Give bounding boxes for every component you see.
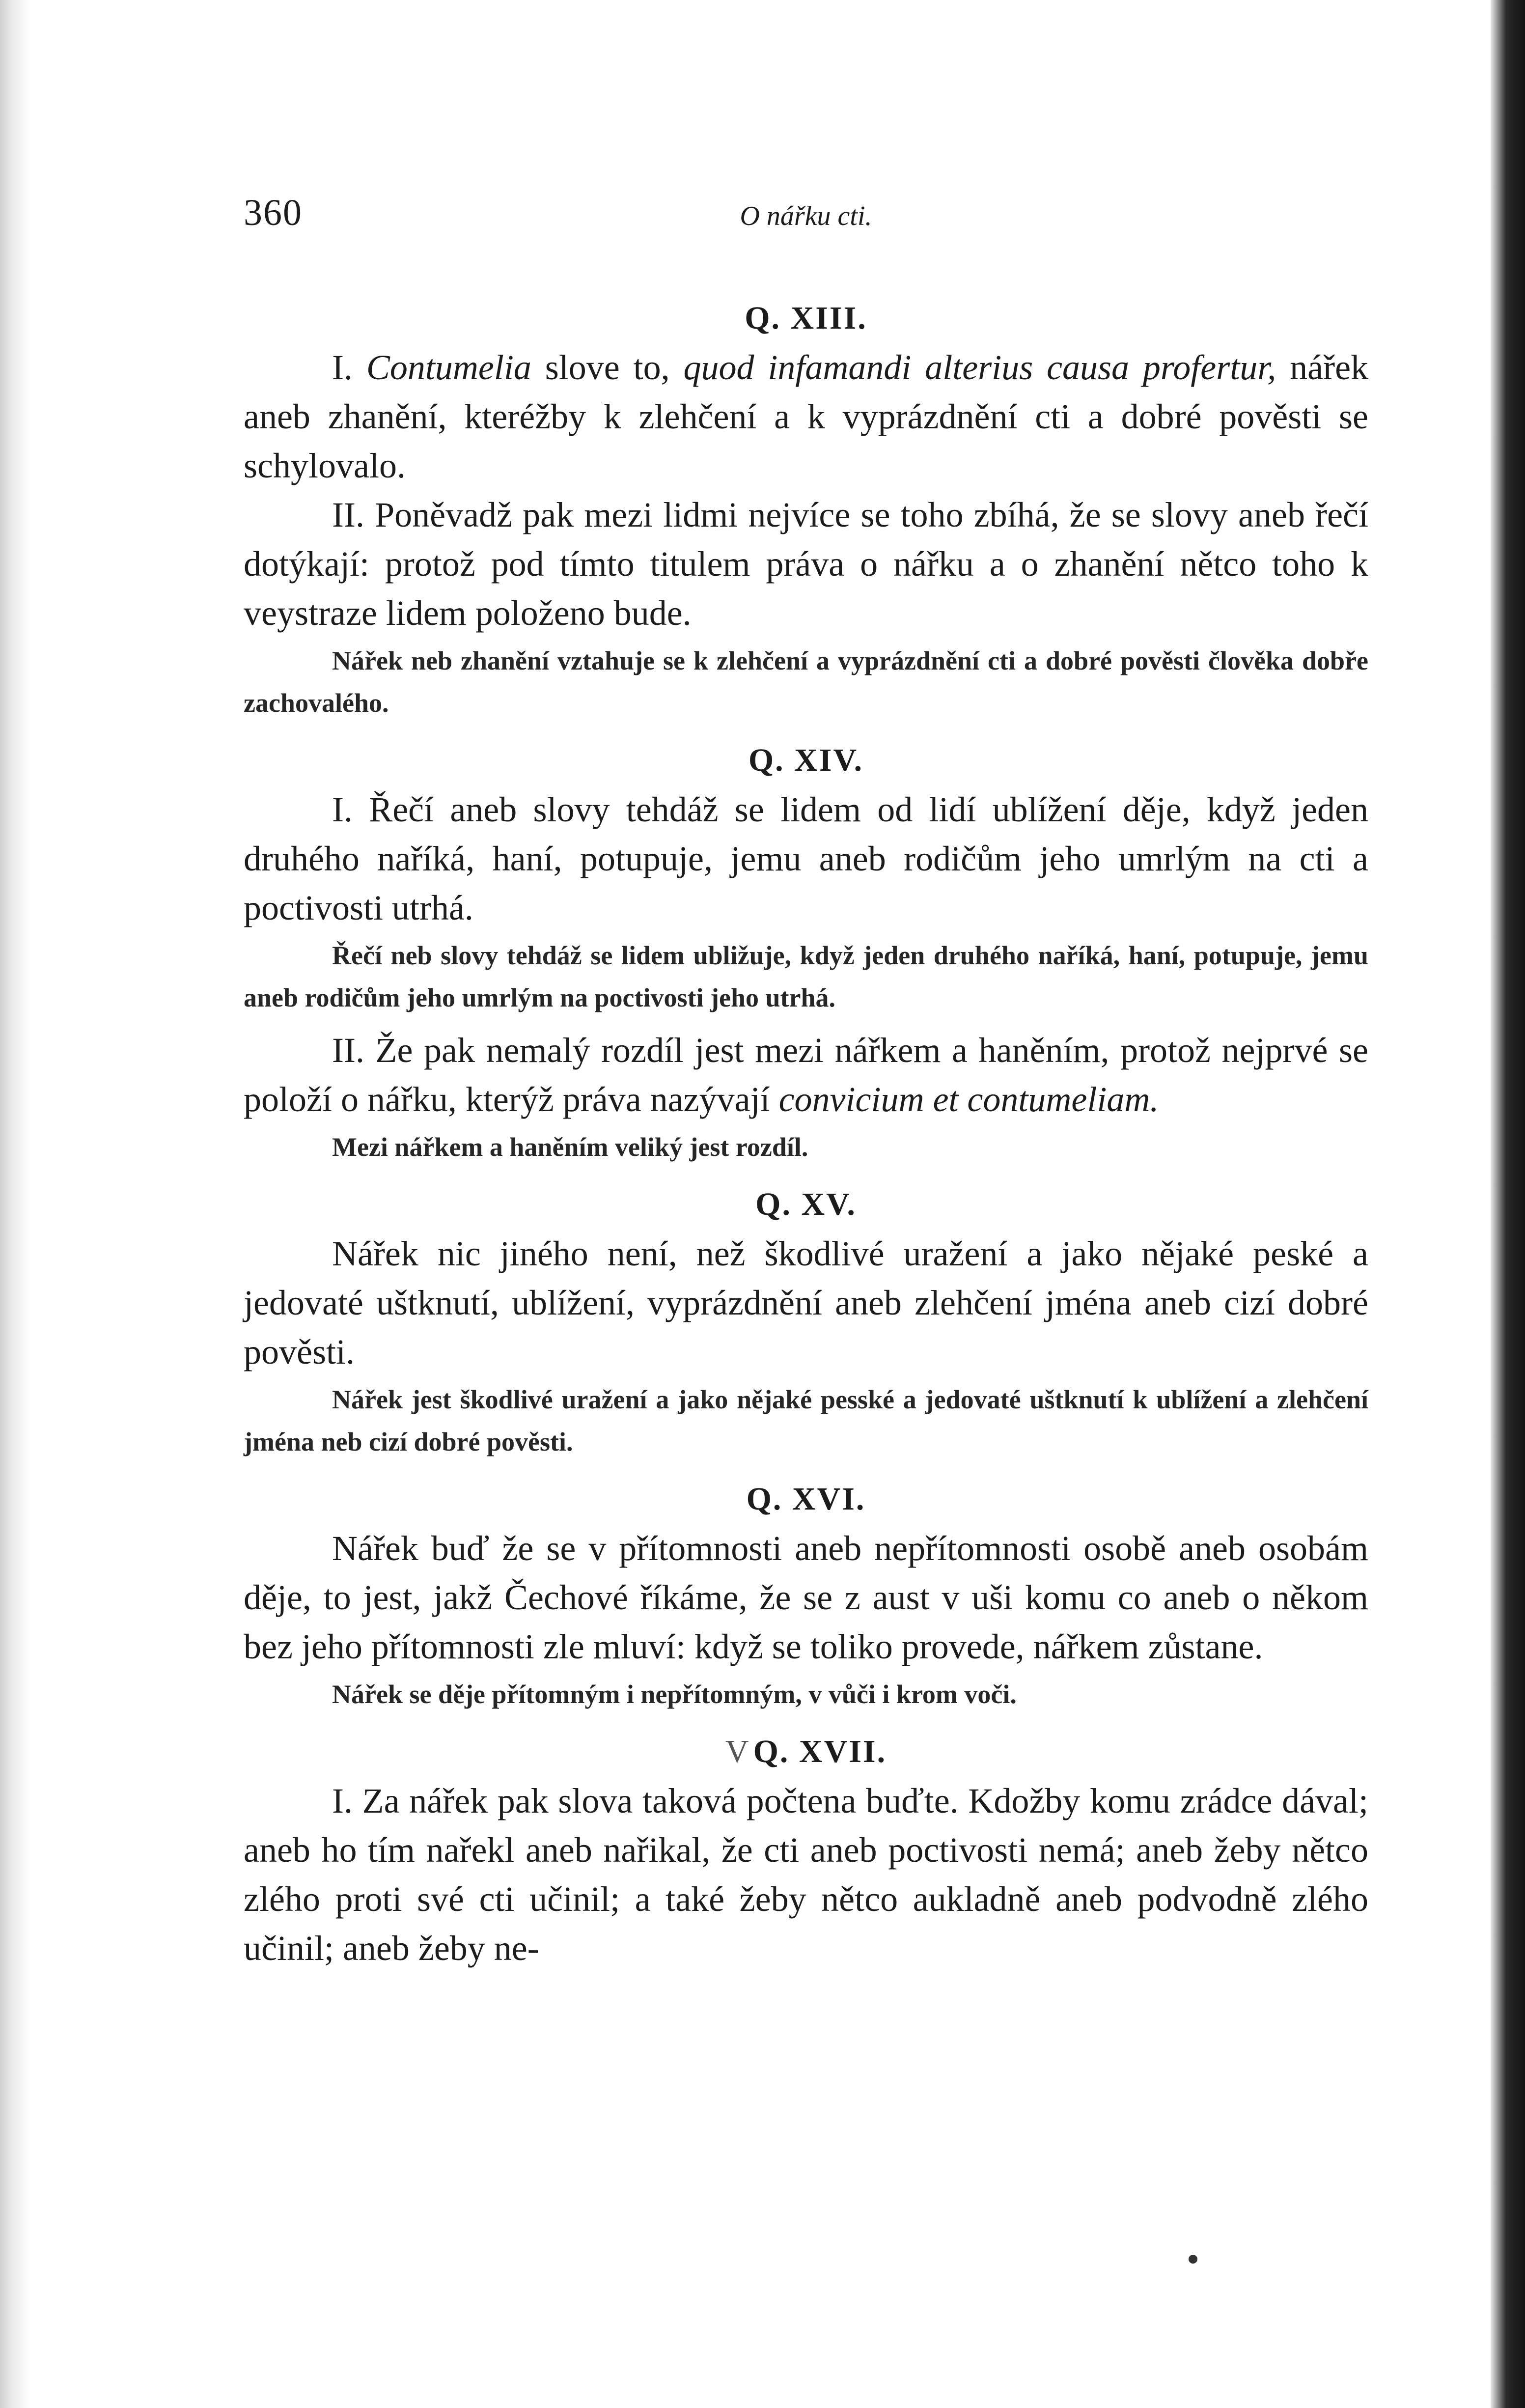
section-q15 [244,1186,1368,1463]
paragraph-q16-1: Nářek buď že se v přítomnosti aneb nepřítomnosti osobě aneb osobám děje, to jest, jakž Čechové říkáme, že se z aust v uši komu co aneb o někom bez jeho přítomnosti zle mluví: když se toliko provede, nářkem zůstane. [244,1529,1368,1666]
section-q17 [244,1733,1368,1973]
paragraph-q14-2 [244,1026,1368,1124]
paragraph-q13-2: II. Poněvadž pak mezi lidmi nejvíce se toho zbíhá, že se slovy aneb řečí dotýkají: protož pod tímto titulem práva o nářku a o zhanění nětco toho k veystraze lidem položeno bude. [244,495,1368,633]
page-number: 360 [244,192,303,233]
summary-q14-2: Mezi nářkem a haněním veliký jest rozdíl. [332,1132,808,1162]
section-heading-q16: Q. XVI. [746,1481,866,1517]
page-header [244,192,1368,251]
paragraph-q15-1: Nářek nic jiného není, než škodlivé uražení a jako nějaké peské a jedovaté uštknutí, ublížení, vyprázdnění aneb zlehčení jména aneb cizí dobré pověsti. [244,1234,1368,1372]
section-heading-q13: Q. XIII. [745,300,867,336]
scan-left-edge-shadow [0,0,29,2408]
section-heading-q14: Q. XIV. [748,742,864,778]
summary-q15: Nářek jest škodlivé uražení a jako nějaké pesské a jedovaté uštknutí k ublížení a zlehčení jména neb cizí dobré pověsti. [244,1385,1368,1456]
section-heading-q17-wrapper [244,1733,1368,1770]
section-q16 [244,1481,1368,1715]
scan-right-edge-shadow [1491,0,1525,2408]
latin-term: Contumelia [366,348,531,387]
paragraph-number: I. [332,348,353,387]
paragraph-q14-1: I. Řečí aneb slovy tehdáž se lidem od lidí ublížení děje, když jeden druhého naříká, haní, potupuje, jemu aneb rodičům jeho umrlým na cti a poctivosti utrhá. [244,790,1368,927]
summary-q13: Nářek neb zhanění vztahuje se k zlehčení a vyprázdnění cti a dobré pověsti člověka dobře zachovalého. [244,646,1368,718]
paragraph-q17-1: I. Za nářek pak slova taková počtena buďte. Kdožby komu zrádce dával; aneb ho tím nařekl aneb nařikal, že cti aneb poctivosti nemá; aneb žeby nětco zlého proti své cti učinil; a také žeby nětco aukladně aneb podvodně zlého učinil; aneb žeby ne- [244,1781,1368,1968]
summary-q16: Nářek se děje přítomným i nepřítomným, v vůči i krom voči. [332,1680,1017,1709]
running-title: O nářku cti. [740,201,872,231]
paragraph-text: II. Že pak nemalý rozdíl jest mezi nářkem a haněním, protož nejprvé se položí o nářku, kterýž práva nazývají [244,1031,1368,1119]
section-heading-q17: Q. XVII. [753,1734,887,1769]
paragraph-text: slove to, [545,348,670,387]
section-heading-q15: Q. XV. [755,1186,857,1222]
latin-phrase: quod infamandi alterius causa profertur, [683,348,1276,387]
section-q13 [244,300,1368,724]
handwritten-check-mark: V [725,1734,750,1769]
book-page [244,192,1368,1973]
latin-phrase: convicium et contumeliam. [778,1080,1159,1119]
ink-spot [1189,2255,1197,2264]
summary-q14-1: Řečí neb slovy tehdáž se lidem ubližuje, když jeden druhého naříká, haní, potupuje, jemu aneb rodičům jeho umrlým na poctivosti jeho utrhá. [244,941,1368,1012]
paragraph-text: nářek aneb zhanění, kteréžby k zlehčení a k vyprázdnění cti a dobré pověsti se schylovalo. [244,348,1369,485]
section-q14 [244,742,1368,1168]
paragraph-q13-1 [244,343,1368,490]
